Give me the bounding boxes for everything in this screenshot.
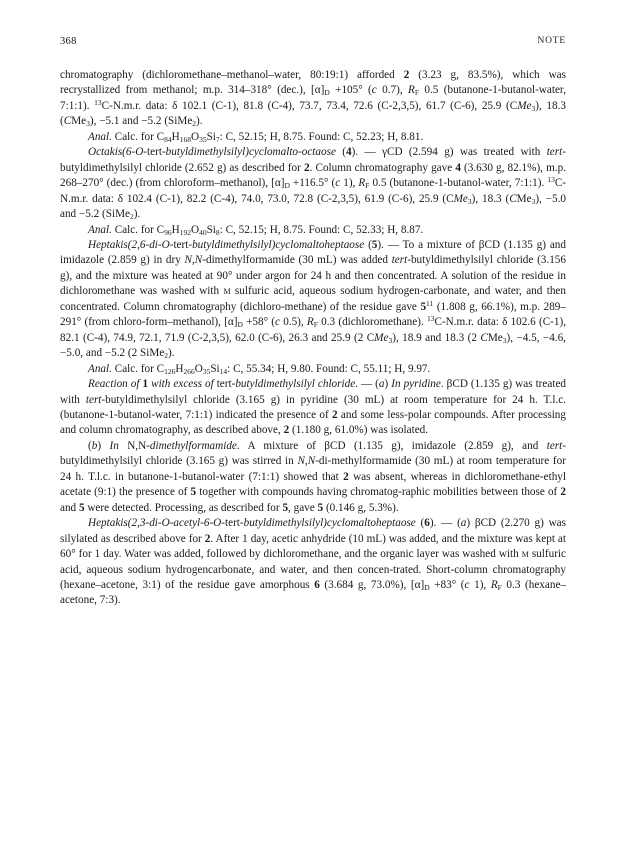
- paragraph: chromatography (dichloromethane–methanol–water, 80:19:1) afforded 2 (3.23 g, 83.5%), which was recrystallized from methanol; m.p. 314–318° (dec.), $[\alpha]_D +105^\circ$ (c 0.7), $R_F$ 0.5 (butanone-1-butanol-water, 7:1:1). $^{13}$C-N.m.r. data: δ 102.1 (C-1), 81.8 (C-4), 73.7, 73.4, 72.6 (C-2,3,5), 61.7 (C-6), 25.9 (CMe$_3$), 18.3 (CMe$_3$), −5.1 and −5.2 (SiMe$_2$).: [60, 69, 567, 129]
- paragraph: (b) In N,N-dimethylformamide. A mixture of βCD (1.135 g), imidazole (2.859 g), and tert-butyldimethylsilyl chloride (3.165 g) was stirred in N,N-di-methylformamide (30 mL) at room temperature for 24 h. T.l.c. in butanone-1-butanol-water (7:1:1) showed that 2 was absent, whereas in dichloromethane-ethyl acetate (9:1) the presence of 5 together with compounds having chromatog-raphic mobilities between those of 2 and 5 were detected. Processing, as described for 5, gave 5 (0.146 g, 5.3%).: [60, 439, 566, 514]
- section-label: NOTE: [537, 36, 566, 46]
- page-number: 368: [60, 36, 77, 47]
- paragraph: Heptakis(2,6-di-O-tert-butyldimethylsilyl)cyclomaltoheptaose (5). — To a mixture of βCD (1.135 g) and imidazole (2.859 g) in dry N,N-dimethylformamide (30 mL) was added tert-butyldimethylsilyl chloride (3.156 g), and the mixture was heated at 90° under argon for 24 h and then concentrated. A solution of the residue in dichloromethane was washed with m sulfuric acid, aqueous sodium hydrogen-carbonate, and water, and then concentrated. Column chromatography (dichloro-methane) of the residue gave $5^{11}$ (1.808 g, 66.1%), m.p. 289–291° (from chloro-form–methanol), $[\alpha]_D +58^\circ$ (c 0.5), $R_F$ 0.3 (dichloromethane). $^{13}$C-N.m.r. data: δ 102.6 (C-1), 82.1 (C-4), 74.9, 72.1, 71.9 (C-2,3,5), 62.0 (C-6), 26.3 and 25.9 (2 CMe$_3$), 18.9 and 18.3 (2 CMe$_3$), −4.5, −4.6, −5.0, and −5.2 (2 SiMe$_2$).: [60, 238, 567, 361]
- paragraph: Anal. Calc. for $C_{84}H_{168}O_{35}Si_7$: C, 52.15; H, 8.75. Found: C, 52.23; H, 8.81.: [88, 130, 424, 144]
- paragraph: Reaction of 1 with excess of tert-butyldimethylsilyl chloride. — (a) In pyridine. βCD (1.135 g) was treated with tert-butyldimethylsilyl chloride (3.165 g) in pyridine (30 mL) at room temperature for 24 h. T.l.c. (butanone-1-butanol-water, 7:1:1) indicated the presence of 2 and some less-polar compounds. After processing and column chromatography, as described above, 2 (1.180 g, 61.0%) was isolated.: [60, 378, 567, 437]
- paragraph: Anal. Calc. for $C_{96}H_{192}O_{40}Si_8$: C, 52.15; H, 8.75. Found: C, 52.33; H, 8.87.: [88, 223, 424, 237]
- paragraph: Octakis(6-O-tert-butyldimethylsilyl)cyclomalto-octaose (4). — γCD (2.594 g) was treated with tert-butyldimethylsilyl chloride (2.652 g) as described for 2. Column chromatography gave 4 (3.630 g, 82.1%), m.p. 268–270° (dec.) (from chloroform–methanol), $[\alpha]_D +116.5^\circ$ (c 1), $R_F$ 0.5 (butanone-1-butanol-water, 7:1:1). $^{13}$C-N.m.r. data: δ 102.4 (C-1), 82.2 (C-4), 74.0, 73.0, 72.8 (C-2,3,5), 61.9 (C-6), 25.9 (CMe$_3$), 18.3 (CMe$_3$), −5.0 and −5.2 (SiMe$_2$).: [60, 146, 567, 222]
- paragraph: Heptakis(2,3-di-O-acetyl-6-O-tert-butyldimethylsilyl)cyclomaltoheptaose (6). — (a) βCD (2.270 g) was silylated as described above for 2. After 1 day, acetic anhydride (10 mL) was added, and the mixture was kept at 60° for 1 day. Water was added, followed by dichloromethane, and the organic layer was washed with m sulfuric acid, aqueous sodium hydrogencarbonate, and water, and then concen-trated. Short-column chromatography (hexane–acetone, 3:1) of the residue gave amorphous 6 (3.684 g, 73.0%), $[\alpha]_D +83^\circ$ (c 1), $R_F$ 0.3 (hexane–acetone, 7:3).: [60, 517, 567, 607]
- body-text: [60, 68, 566, 609]
- paragraph: Anal. Calc. for $C_{126}H_{266}O_{35}Si_{14}$: C, 55.34; H, 9.80. Found: C, 55.11; H, 9.97.: [88, 362, 431, 376]
